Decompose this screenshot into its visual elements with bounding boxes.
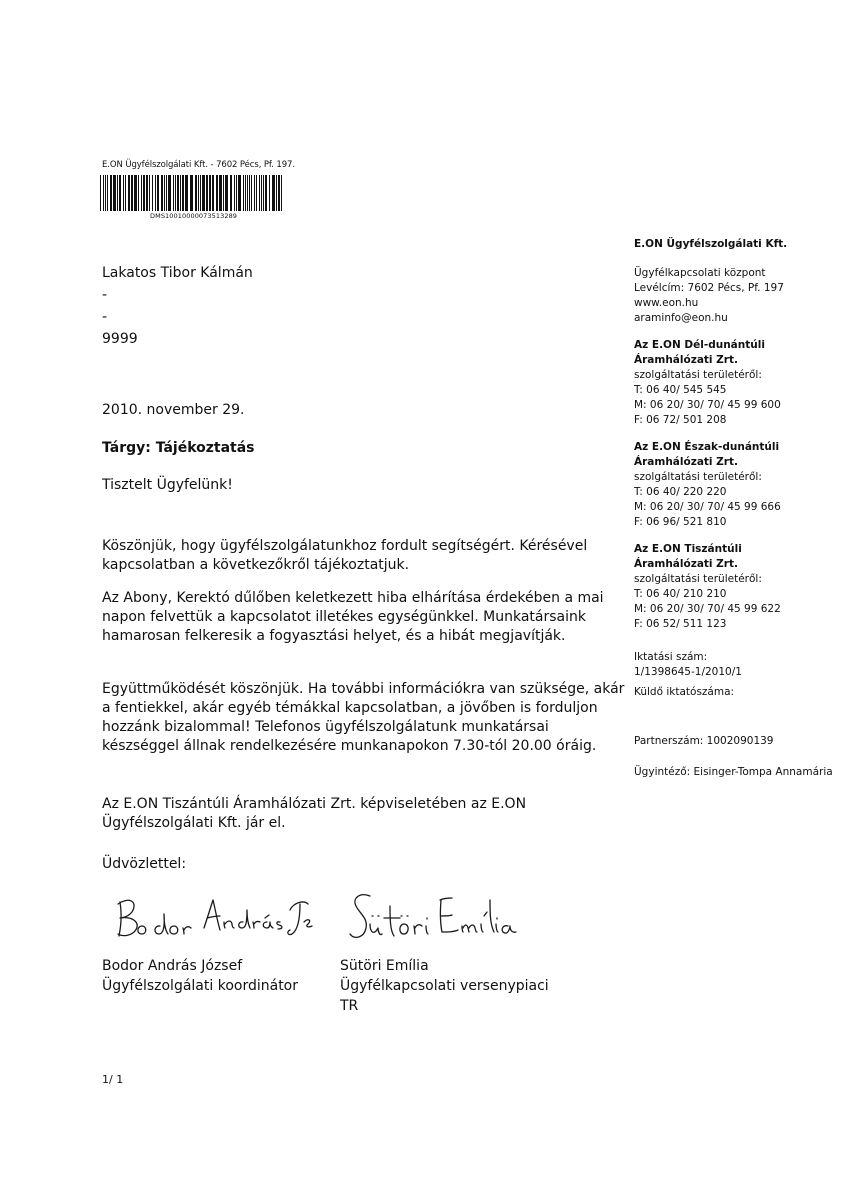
barcode-bar xyxy=(177,175,179,211)
barcode-bar xyxy=(131,175,133,211)
letter-paragraph: Köszönjük, hogy ügyfélszolgálatunkhoz fordult segítségért. Kérésével kapcsolatban a következőkről tájékoztatjuk. xyxy=(102,538,588,573)
signer-block xyxy=(102,956,298,996)
barcode-bar xyxy=(243,175,244,211)
barcode-bar xyxy=(236,175,237,211)
barcode-bar xyxy=(223,175,224,211)
barcode-bar xyxy=(157,175,159,211)
barcode-bar xyxy=(146,175,148,211)
barcode-bar xyxy=(245,175,246,211)
signer-title: Ügyfélkapcsolati versenypiaci TR xyxy=(340,978,549,1014)
signature-bodor xyxy=(112,888,317,948)
region-mobile: M: 06 20/ 30/ 70/ 45 99 600 xyxy=(634,399,781,411)
barcode-bar xyxy=(209,175,211,211)
region-area: szolgáltatási területéről: xyxy=(634,573,762,585)
barcode-bar xyxy=(107,175,108,211)
barcode-bar xyxy=(195,175,197,211)
barcode-bar xyxy=(238,175,241,211)
reference-number: 1/1398645-1/2010/1 xyxy=(634,666,742,678)
barcode-bar xyxy=(119,175,121,211)
case-officer: Ügyintéző: Eisinger-Tompa Annamária xyxy=(634,766,833,778)
sender-address-line: E.ON Ügyfélszolgálati Kft. - 7602 Pécs, Pf. 197. xyxy=(102,160,295,170)
region-mobile: M: 06 20/ 30/ 70/ 45 99 666 xyxy=(634,501,781,513)
barcode-bar xyxy=(269,175,270,211)
reference-label: Iktatási szám: xyxy=(634,651,708,663)
partner-number: Partnerszám: 1002090139 xyxy=(634,735,774,747)
barcode-bar xyxy=(155,175,156,211)
letter-paragraph: Az E.ON Tiszántúli Áramhálózati Zrt. képviseletében az E.ON Ügyfélszolgálati Kft. jár el. xyxy=(102,796,527,831)
barcode-bar xyxy=(175,175,176,211)
barcode-bar xyxy=(125,175,126,211)
region-name: Áramhálózati Zrt. xyxy=(634,354,738,366)
barcode xyxy=(100,175,285,211)
sidebar-center: Ügyfélkapcsolati központ xyxy=(634,267,766,279)
barcode-bar xyxy=(141,175,142,211)
recipient-name: Lakatos Tibor Kálmán xyxy=(102,265,253,281)
barcode-bar xyxy=(185,175,188,211)
barcode-bar xyxy=(225,175,228,211)
region-area: szolgáltatási területéről: xyxy=(634,471,762,483)
recipient-line: - xyxy=(102,287,108,303)
region-fax: F: 06 52/ 511 123 xyxy=(634,618,727,630)
barcode-code: DMS10010000073513289 xyxy=(150,212,238,220)
barcode-bar xyxy=(216,175,218,211)
barcode-bar xyxy=(251,175,252,211)
barcode-bar xyxy=(117,175,118,211)
barcode-bar xyxy=(105,175,106,211)
region-phone: T: 06 40/ 220 220 xyxy=(634,486,727,498)
region-phone: T: 06 40/ 545 545 xyxy=(634,384,727,396)
region-name: Áramhálózati Zrt. xyxy=(634,456,738,468)
sidebar-reference-block xyxy=(634,650,839,780)
barcode-bar xyxy=(265,175,267,211)
letter-greeting: Tisztelt Ügyfelünk! xyxy=(102,477,233,493)
barcode-bar xyxy=(200,175,201,211)
page-number: 1/ 1 xyxy=(102,1073,124,1086)
barcode-bar xyxy=(182,175,184,211)
recipient-block xyxy=(102,262,253,350)
region-area: szolgáltatási területéről: xyxy=(634,369,762,381)
recipient-line: - xyxy=(102,309,108,325)
region-name: Áramhálózati Zrt. xyxy=(634,558,738,570)
region-phone: T: 06 40/ 210 210 xyxy=(634,588,727,600)
barcode-bar xyxy=(161,175,163,211)
barcode-bar xyxy=(149,175,150,211)
barcode-bar xyxy=(281,175,282,211)
letter-closing: Üdvözlettel: xyxy=(102,856,187,872)
barcode-bar xyxy=(276,175,277,211)
sidebar-center-block xyxy=(634,266,839,326)
barcode-bar xyxy=(206,175,208,211)
sidebar-region xyxy=(634,338,839,428)
barcode-bar xyxy=(180,175,181,211)
signer-name: Bodor András József xyxy=(102,958,243,974)
barcode-bar xyxy=(128,175,130,211)
sender-reference-label: Küldő iktatószáma: xyxy=(634,686,735,698)
letter-date: 2010. november 29. xyxy=(102,402,245,418)
sidebar-region xyxy=(634,542,839,632)
signer-name: Sütöri Emília xyxy=(340,958,429,974)
barcode-bar xyxy=(198,175,199,211)
letter-paragraph: Együttműködését köszönjük. Ha további információkra van szüksége, akár a fentiekkel, akár egyéb témákkal kapcsolatban, a jövőben is forduljon hozzánk bizalommal! Telefonos ügyfélszolgálatunk munkatársai készséggel állnak rendelkezésére munkanapokon 7.30-tól 20.00 óráig. xyxy=(102,681,625,754)
sidebar-address: Levélcím: 7602 Pécs, Pf. 197 xyxy=(634,282,784,294)
region-fax: F: 06 72/ 501 208 xyxy=(634,414,727,426)
signature-sutori xyxy=(348,888,520,948)
sidebar-contact-info xyxy=(634,237,839,780)
barcode-bar xyxy=(168,175,171,211)
sidebar-region xyxy=(634,440,839,530)
barcode-bar xyxy=(249,175,250,211)
sidebar-company: E.ON Ügyfélszolgálati Kft. xyxy=(634,238,788,250)
barcode-bar xyxy=(278,175,280,211)
barcode-bar xyxy=(234,175,235,211)
barcode-bar xyxy=(272,175,275,211)
barcode-bar xyxy=(247,175,248,211)
barcode-bar xyxy=(190,175,193,211)
barcode-bar xyxy=(152,175,153,211)
barcode-bar xyxy=(263,175,264,211)
region-name: Az E.ON Dél-dunántúli xyxy=(634,339,765,351)
region-name: Az E.ON Tiszántúli xyxy=(634,543,742,555)
signer-title: Ügyfélszolgálati koordinátor xyxy=(102,978,298,994)
barcode-bar xyxy=(173,175,174,211)
barcode-bar xyxy=(164,175,165,211)
sidebar-web: www.eon.hu xyxy=(634,297,699,309)
barcode-bar xyxy=(103,175,104,211)
barcode-bar xyxy=(113,175,116,211)
region-fax: F: 06 96/ 521 810 xyxy=(634,516,727,528)
barcode-bar xyxy=(100,175,101,211)
barcode-bar xyxy=(123,175,124,211)
barcode-bar xyxy=(261,175,262,211)
barcode-bar xyxy=(134,175,137,211)
barcode-bar xyxy=(110,175,112,211)
recipient-postcode: 9999 xyxy=(102,331,138,347)
barcode-bar xyxy=(166,175,167,211)
letter-paragraph: Az Abony, Kerektó dűlőben keletkezett hiba elhárítása érdekében a mai napon felvettük a kapcsolatot illetékes egységünkkel. Munkatársaink hamarosan felkeresik a fogyasztási helyet, és a hibát megjavítják. xyxy=(102,590,604,644)
sidebar-email: araminfo@eon.hu xyxy=(634,312,728,324)
letter-subject: Tárgy: Tájékoztatás xyxy=(102,440,255,456)
region-name: Az E.ON Észak-dunántúli xyxy=(634,441,780,453)
barcode-bar xyxy=(254,175,255,211)
barcode-bar xyxy=(230,175,232,211)
barcode-bar xyxy=(256,175,257,211)
barcode-bar xyxy=(212,175,214,211)
barcode-bar xyxy=(219,175,222,211)
barcode-bar xyxy=(202,175,205,211)
barcode-bar xyxy=(259,175,260,211)
barcode-bar xyxy=(138,175,139,211)
barcode-bar xyxy=(143,175,145,211)
region-mobile: M: 06 20/ 30/ 70/ 45 99 622 xyxy=(634,603,781,615)
signer-block xyxy=(340,956,570,1016)
